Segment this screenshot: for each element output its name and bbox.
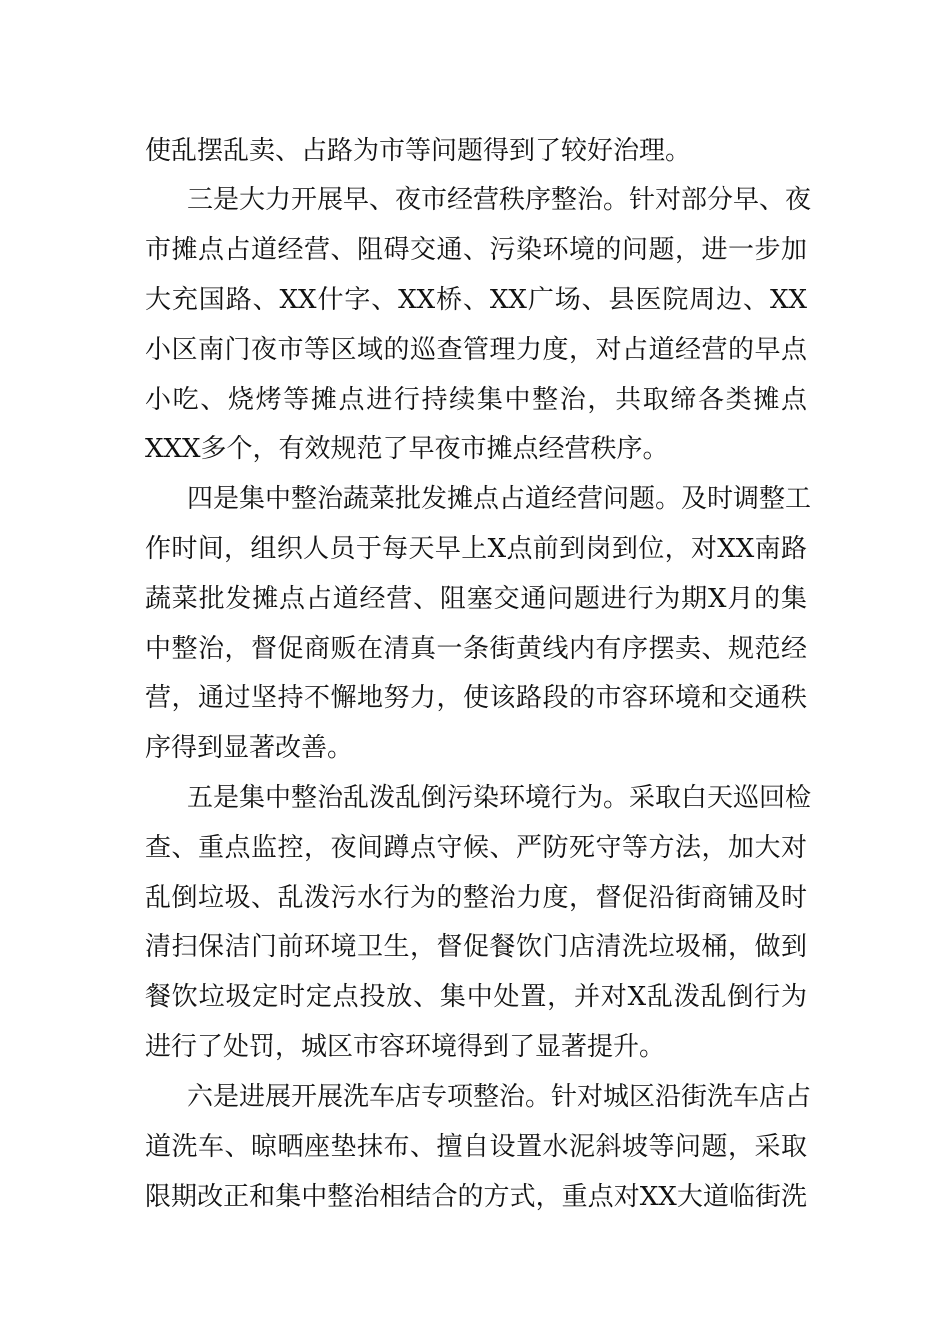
- text-line-19: 进行了处罚，城区市容环境得到了显著提升。: [145, 1032, 666, 1062]
- paragraph-5-start: 五是集中整治乱泼乱倒污染环境行为。采取白天巡回检: [187, 783, 812, 813]
- text-line-11: 中整治，督促商贩在清真一条街黄线内有序摆卖、规范经: [145, 634, 807, 664]
- text-line-9: 作时间，组织人员于每天早上X点前到岗到位，对XX南路: [145, 534, 807, 564]
- text-line-17: 清扫保洁门前环境卫生，督促餐饮门店清洗垃圾桶，做到: [145, 932, 807, 962]
- text-line-6: 小吃、烧烤等摊点进行持续集中整治，共取缔各类摊点: [145, 385, 807, 415]
- text-line-13: 序得到显著改善。: [145, 733, 354, 763]
- text-line-10: 蔬菜批发摊点占道经营、阻塞交通问题进行为期X月的集: [145, 584, 807, 614]
- paragraph-6-start: 六是进展开展洗车店专项整治。针对城区沿街洗车店占: [187, 1082, 812, 1112]
- text-line-22: 限期改正和集中整治相结合的方式，重点对XX大道临街洗: [145, 1182, 807, 1212]
- text-line-4: 大充国路、XX什字、XX桥、XX广场、县医院周边、XX: [145, 285, 807, 315]
- text-line-12: 营，通过坚持不懈地努力，使该路段的市容环境和交通秩: [145, 683, 807, 713]
- text-line-5: 小区南门夜市等区域的巡查管理力度，对占道经营的早点: [145, 335, 807, 365]
- text-line-16: 乱倒垃圾、乱泼污水行为的整治力度，督促沿街商铺及时: [145, 883, 807, 913]
- text-line-21: 道洗车、晾晒座垫抹布、擅自设置水泥斜坡等问题，采取: [145, 1132, 807, 1162]
- text-line-3: 市摊点占道经营、阻碍交通、污染环境的问题，进一步加: [145, 235, 807, 265]
- paragraph-3-start: 三是大力开展早、夜市经营秩序整治。针对部分早、夜: [187, 185, 812, 215]
- paragraph-4-start: 四是集中整治蔬菜批发摊点占道经营问题。及时调整工: [187, 484, 812, 514]
- text-line-1: 使乱摆乱卖、占路为市等问题得到了较好治理。: [145, 136, 692, 166]
- text-line-15: 查、重点监控，夜间蹲点守候、严防死守等方法，加大对: [145, 833, 807, 863]
- text-line-18: 餐饮垃圾定时定点投放、集中处置，并对X乱泼乱倒行为: [145, 982, 807, 1012]
- text-line-7: XXX多个，有效规范了早夜市摊点经营秩序。: [145, 434, 669, 464]
